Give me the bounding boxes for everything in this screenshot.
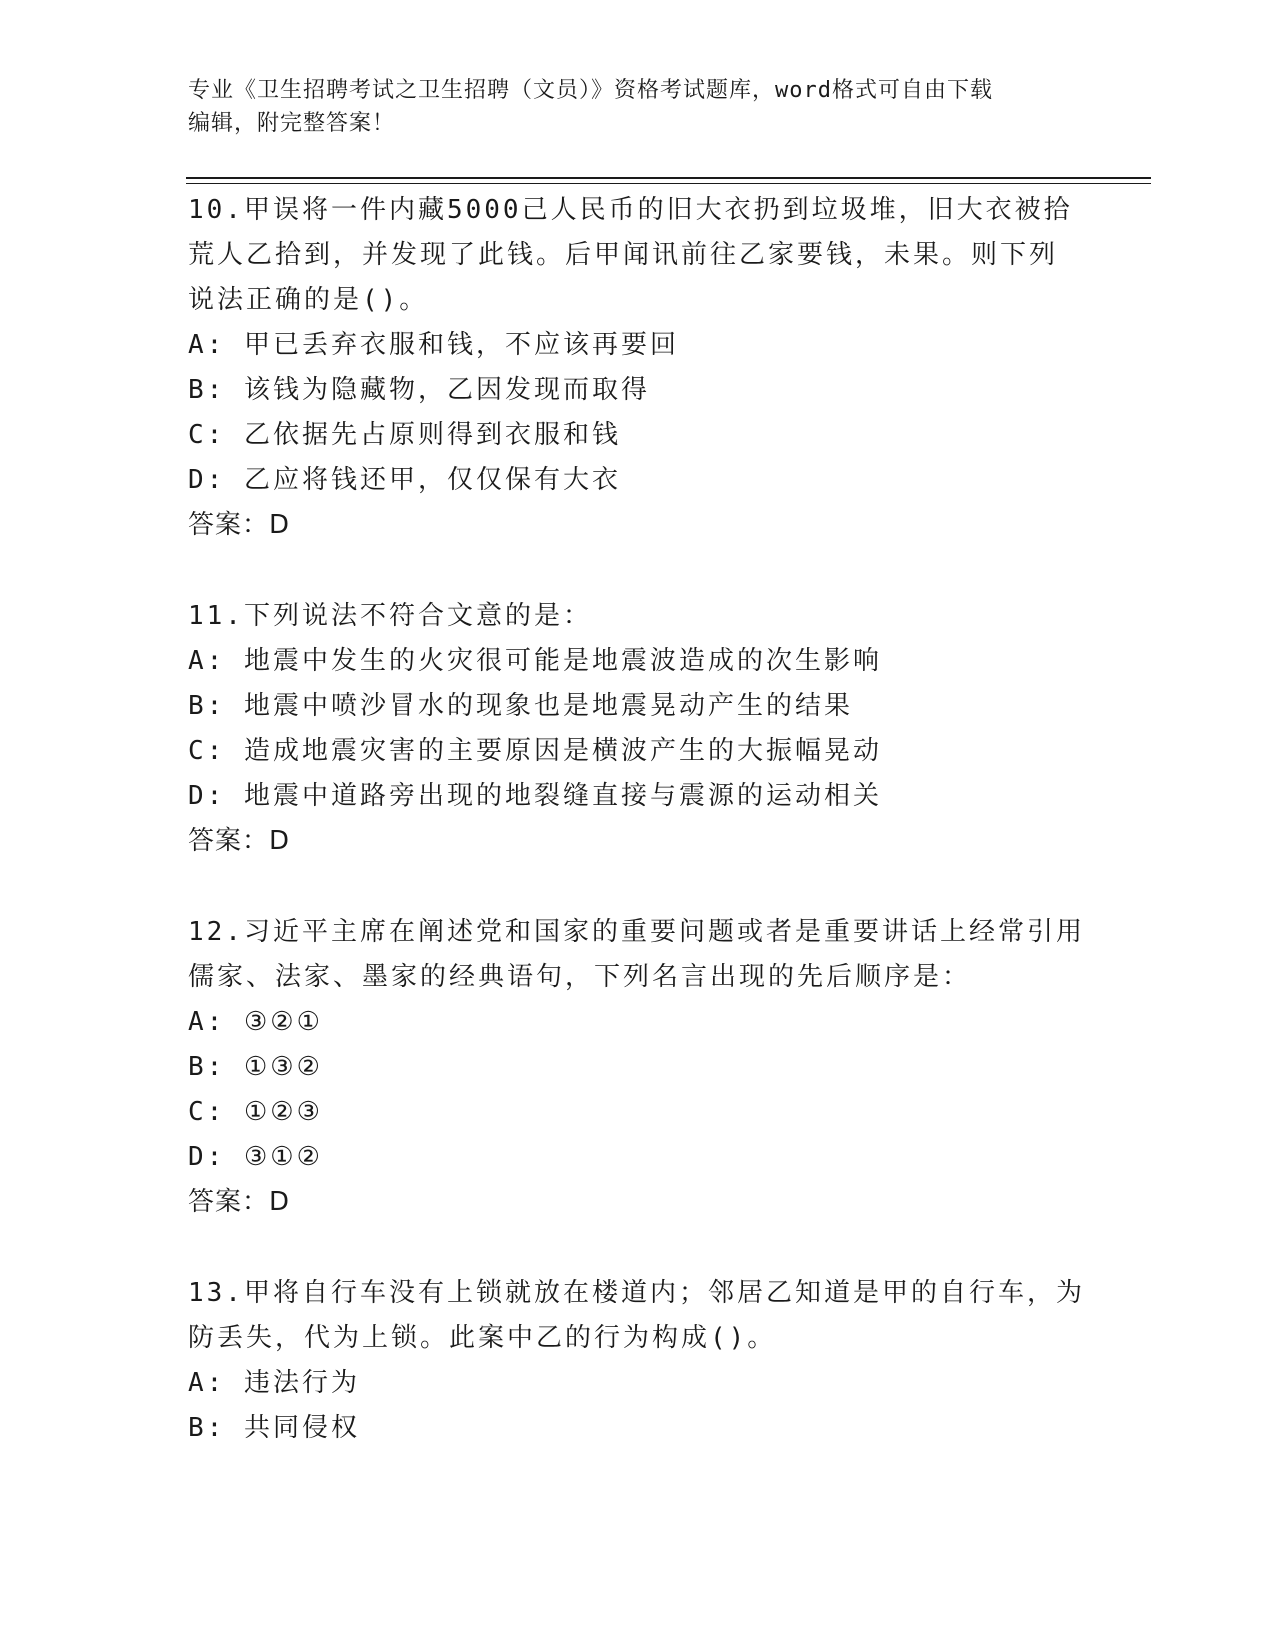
option-c: C: 造成地震灾害的主要原因是横波产生的大振幅晃动 [188,736,882,766]
document-header [188,74,1088,140]
header-divider-thick [186,177,1151,179]
option-d: D: ③①② [188,1142,323,1172]
option-b: B: 地震中喷沙冒水的现象也是地震晃动产生的结果 [188,691,853,721]
option-a: A: 违法行为 [188,1368,360,1398]
question-text-line: 10.甲误将一件内藏5000己人民币的旧大衣扔到垃圾堆，旧大衣被拾 [188,195,1073,225]
option-d: D: 地震中道路旁出现的地裂缝直接与震源的运动相关 [188,781,882,811]
option-c: C: 乙依据先占原则得到衣服和钱 [188,420,621,450]
question-text-line: 说法正确的是()。 [188,285,429,315]
question-text-line: 11.下列说法不符合文意的是： [188,601,592,631]
option-a: A: 甲已丢弃衣服和钱，不应该再要回 [188,330,679,360]
question-12 [188,910,1088,1225]
option-b: B: 共同侵权 [188,1413,360,1443]
question-11 [188,594,1088,864]
question-text-line: 儒家、法家、墨家的经典语句，下列名言出现的先后顺序是： [188,962,972,992]
question-text-line: 13.甲将自行车没有上锁就放在楼道内；邻居乙知道是甲的自行车，为 [188,1278,1085,1308]
question-13 [188,1271,1088,1451]
option-a: A: ③②① [188,1007,323,1037]
question-text-line: 12.习近平主席在阐述党和国家的重要问题或者是重要讲话上经常引用 [188,917,1085,947]
option-a: A: 地震中发生的火灾很可能是地震波造成的次生影响 [188,646,882,676]
question-text-line: 荒人乙拾到，并发现了此钱。后甲闻讯前往乙家要钱，未果。则下列 [188,240,1059,270]
header-line-2: 编辑，附完整答案！ [188,111,396,136]
answer-line: 答案：D [188,826,291,856]
answer-line: 答案：D [188,1187,291,1217]
answer-line: 答案：D [188,510,291,540]
question-10 [188,188,1088,548]
header-line-1: 专业《卫生招聘考试之卫生招聘（文员）》资格考试题库，word格式可自由下载 [188,78,993,103]
option-c: C: ①②③ [188,1097,323,1127]
option-b: B: ①③② [188,1052,323,1082]
option-b: B: 该钱为隐藏物，乙因发现而取得 [188,375,650,405]
question-text-line: 防丢失，代为上锁。此案中乙的行为构成()。 [188,1323,777,1353]
question-list [188,188,1088,1451]
option-d: D: 乙应将钱还甲，仅仅保有大衣 [188,465,621,495]
header-divider-thin [186,183,1151,184]
